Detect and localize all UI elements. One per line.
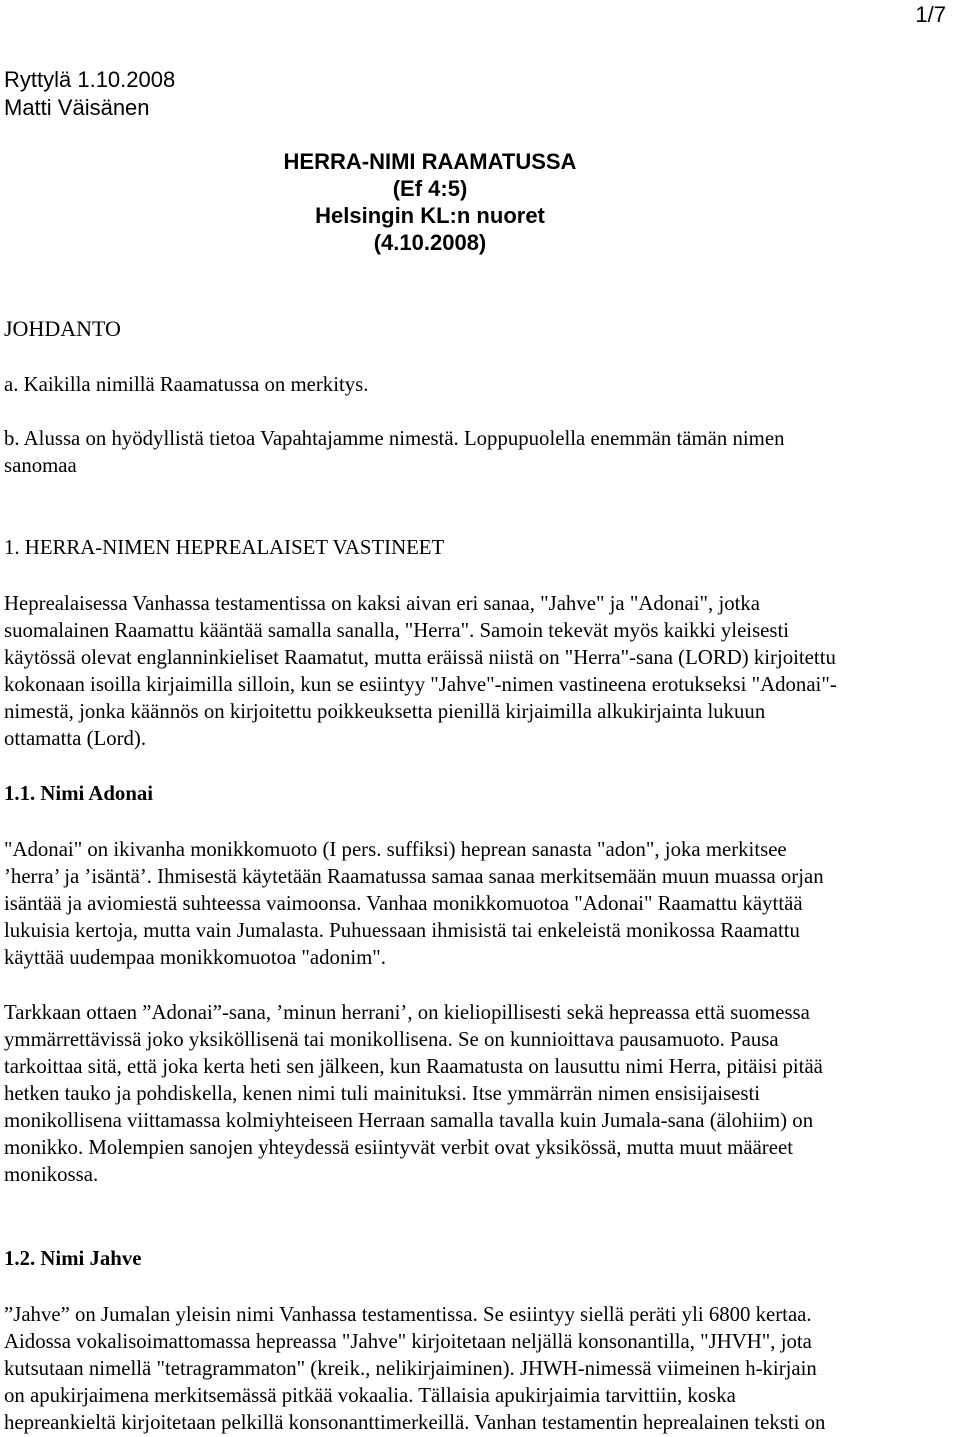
paragraph-line: hepreankieltä kirjoitetaan pelkillä konsonanttimerkeillä. Vanhan testamentin heprealainen teksti on — [4, 1411, 826, 1434]
paragraph-line: kutsutaan nimellä "tetragrammaton" (kreik., nelikirjaiminen). JHWH-nimessä viimeinen h-kirjain — [4, 1357, 817, 1380]
title-line-1: HERRA-NIMI RAAMATUSSA — [283, 149, 577, 174]
document-title — [0, 148, 860, 256]
paragraph-line: monikossa. — [4, 1163, 99, 1186]
page-number: 1/7 — [915, 2, 946, 27]
paragraph-line: tarkoittaa sitä, että joka kerta heti sen jälkeen, kun Raamatusta on lausuttu nimi Herra, pitäisi pitää — [4, 1055, 823, 1078]
intro-item-b-line-2: sanomaa — [4, 454, 77, 477]
title-line-2: (Ef 4:5) — [392, 176, 468, 201]
paragraph-line: ’herra’ ja ’isäntä’. Ihmisestä käytetään Raamatussa samaa sanaa merkitsemään muun muassa orjan — [4, 865, 824, 888]
paragraph-line: käytössä olevat englanninkieliset Raamatut, mutta eräissä niistä on "Herra"-sana (LORD) kirjoitettu — [4, 646, 836, 669]
paragraph-line: ”Jahve” on Jumalan yleisin nimi Vanhassa testamentissa. Se esiintyy siellä peräti yli 6800 kertaa. — [4, 1303, 812, 1326]
paragraph-line: kokonaan isoilla kirjaimilla silloin, kun se esiintyy "Jahve"-nimen vastineena erotukseksi "Adonai"- — [4, 673, 837, 696]
section-1-1-heading: 1.1. Nimi Adonai — [4, 782, 154, 805]
title-line-3: Helsingin KL:n nuoret — [315, 203, 545, 228]
section-1-2-heading: 1.2. Nimi Jahve — [4, 1247, 142, 1270]
paragraph-line: isäntää ja aviomiestä suhteessa vaimoonsa. Vanhaa monikkomuotoa "Adonai" Raamattu käyttää — [4, 892, 803, 915]
section-1-heading: 1. HERRA-NIMEN HEPREALAISET VASTINEET — [4, 536, 445, 559]
intro-heading: JOHDANTO — [4, 316, 121, 341]
document-header — [4, 66, 175, 122]
paragraph-line: ottamatta (Lord). — [4, 727, 147, 750]
intro-item-a: a. Kaikilla nimillä Raamatussa on merkitys. — [4, 373, 369, 396]
paragraph-line: on apukirjaimena merkitsemässä pitkää vokaalia. Tällaisia apukirjaimia tarvittiin, koska — [4, 1384, 736, 1407]
paragraph-line: käyttää uudempaa monikkomuotoa "adonim". — [4, 946, 386, 969]
paragraph-line: hetken tauko ja pohdiskella, kenen nimi tuli mainituksi. Itse ymmärrän nimen ensisijaisesti — [4, 1082, 761, 1105]
paragraph-line: monikko. Molempien sanojen yhteydessä esiintyvät verbit ovat yksikössä, mutta muut määreet — [4, 1136, 793, 1159]
paragraph-line: ymmärrettävissä joko yksiköllisenä tai monikollisena. Se on kunnioittava pausamuoto. Pausa — [4, 1028, 779, 1051]
paragraph-line: lukuisia kertoja, mutta vain Jumalasta. Puhuessaan ihmisistä tai enkeleistä monikossa Raamattu — [4, 919, 800, 942]
place-date: Ryttylä 1.10.2008 — [4, 67, 176, 92]
paragraph-line: Aidossa vokalisoimattomassa hepreassa "Jahve" kirjoitetaan neljällä konsonantilla, "JHVH", jota — [4, 1330, 812, 1353]
paragraph-line: monikollisena viittamassa kolmiyhteiseen Herraan samalla tavalla kuin Jumala-sana (älohiim) on — [4, 1109, 814, 1132]
paragraph-line: "Adonai" on ikivanha monikkomuoto (I pers. suffiksi) heprean sanasta "adon", joka merkitsee — [4, 838, 787, 861]
title-line-4: (4.10.2008) — [373, 230, 487, 255]
paragraph-line: Tarkkaan ottaen ”Adonai”-sana, ’minun herrani’, on kieliopillisesti sekä hepreassa että suomessa — [4, 1001, 810, 1024]
paragraph-line: nimestä, jonka käännös on kirjoitettu poikkeuksetta pienillä kirjaimilla alkukirjainta lukuun — [4, 700, 766, 723]
paragraph-line: Heprealaisessa Vanhassa testamentissa on kaksi aivan eri sanaa, "Jahve" ja "Adonai", jotka — [4, 592, 761, 615]
paragraph-line: suomalainen Raamattu kääntää samalla sanalla, "Herra". Samoin tekevät myös kaikki yleisesti — [4, 619, 790, 642]
intro-item-b-line-1: b. Alussa on hyödyllistä tietoa Vapahtajamme nimestä. Loppupuolella enemmän tämän nimen — [4, 427, 785, 450]
author: Matti Väisänen — [4, 95, 150, 120]
